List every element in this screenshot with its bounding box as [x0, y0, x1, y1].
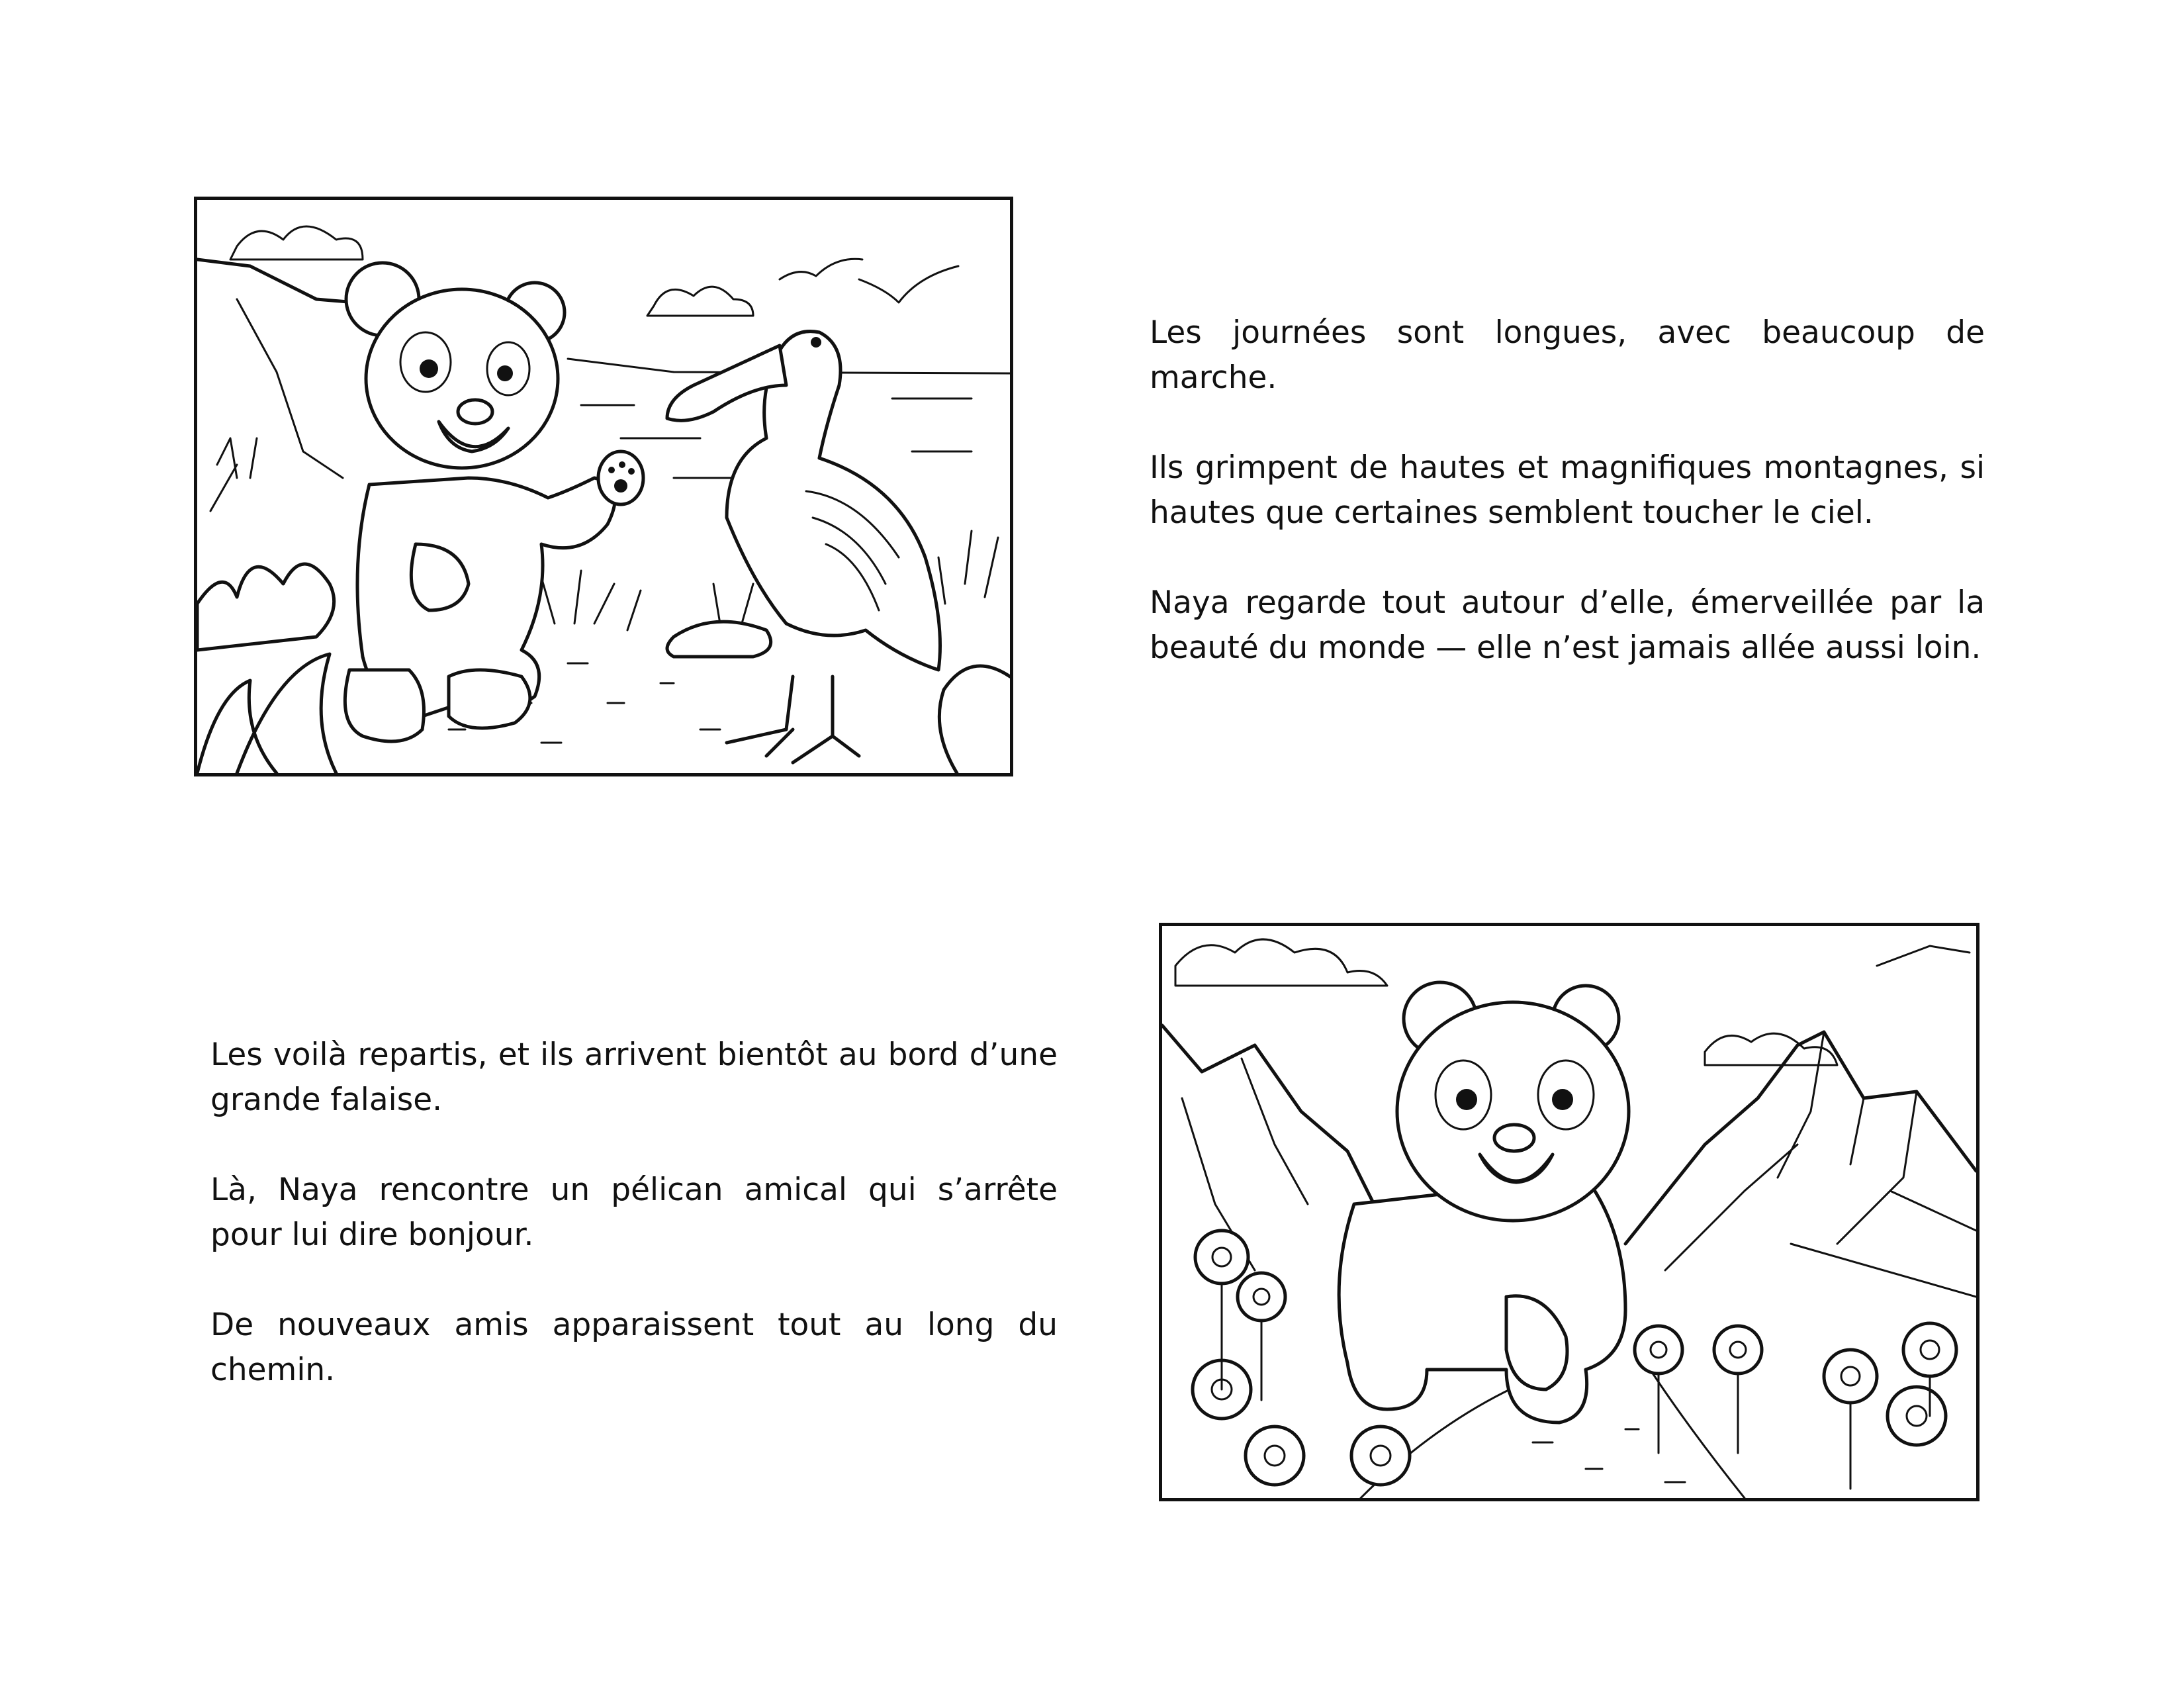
paw-pad [614, 479, 627, 492]
paw-pad [608, 467, 615, 473]
cloud [1175, 939, 1387, 986]
bird-icon [859, 266, 958, 303]
bush [197, 564, 334, 650]
leaf [197, 680, 277, 773]
pelican-eye [811, 337, 821, 348]
panda-eye [497, 365, 513, 381]
cliff-line [237, 299, 343, 478]
bird-icon [780, 259, 862, 279]
panda-foot [345, 670, 424, 741]
leaf [237, 654, 336, 773]
panda-eye [1552, 1089, 1573, 1110]
story-paragraph: Les journées sont longues, avec beaucoup de marche. [1150, 314, 1985, 396]
pebbles [1533, 1429, 1685, 1482]
illustration-panda-and-pelican [194, 197, 1013, 776]
coloring-drawing-panda-pelican [197, 200, 1010, 773]
pelican-legs [727, 677, 859, 763]
coloring-drawing-panda-mountains [1162, 926, 1976, 1498]
panda-head [1397, 1002, 1629, 1221]
mountain-ridge [1791, 1191, 1976, 1297]
grass [938, 531, 998, 604]
story-paragraph: Naya regarde tout autour d’elle, émerveillée par la beauté du monde — elle n’est jamais allée aussi loin. [1150, 585, 1985, 666]
paw-pad [628, 468, 635, 475]
mountain [1625, 1032, 1976, 1244]
bush [939, 666, 1010, 773]
story-text-top [1150, 310, 1985, 671]
cloud [1877, 946, 1970, 966]
mountain-ridge [1665, 1032, 1917, 1270]
story-paragraph: Ils grimpent de hautes et magnifiques montagnes, si hautes que certaines semblent toucher le ciel. [1150, 449, 1985, 531]
paw-pad [619, 461, 625, 468]
panda-paw [598, 451, 643, 504]
panda-nose [458, 400, 492, 424]
story-text-bottom [210, 1033, 1058, 1393]
panda-foot [449, 670, 530, 728]
panda-eye [1456, 1089, 1477, 1110]
panda-nose [1494, 1125, 1534, 1151]
illustration-panda-mountains [1159, 923, 1979, 1501]
story-paragraph: De nouveaux amis apparaissent tout au long du chemin. [210, 1307, 1058, 1388]
cloud [1705, 1033, 1837, 1065]
story-paragraph: Là, Naya rencontre un pélican amical qui s’arrête pour lui dire bonjour. [210, 1172, 1058, 1253]
grass [210, 438, 257, 511]
cloud [230, 226, 363, 259]
cloud [647, 287, 753, 316]
panda-head [366, 289, 558, 468]
panda-eye [420, 359, 438, 378]
rock [667, 622, 771, 657]
mountain [1162, 1025, 1374, 1270]
story-paragraph: Les voilà repartis, et ils arrivent bientôt au bord d’une grande falaise. [210, 1037, 1058, 1118]
